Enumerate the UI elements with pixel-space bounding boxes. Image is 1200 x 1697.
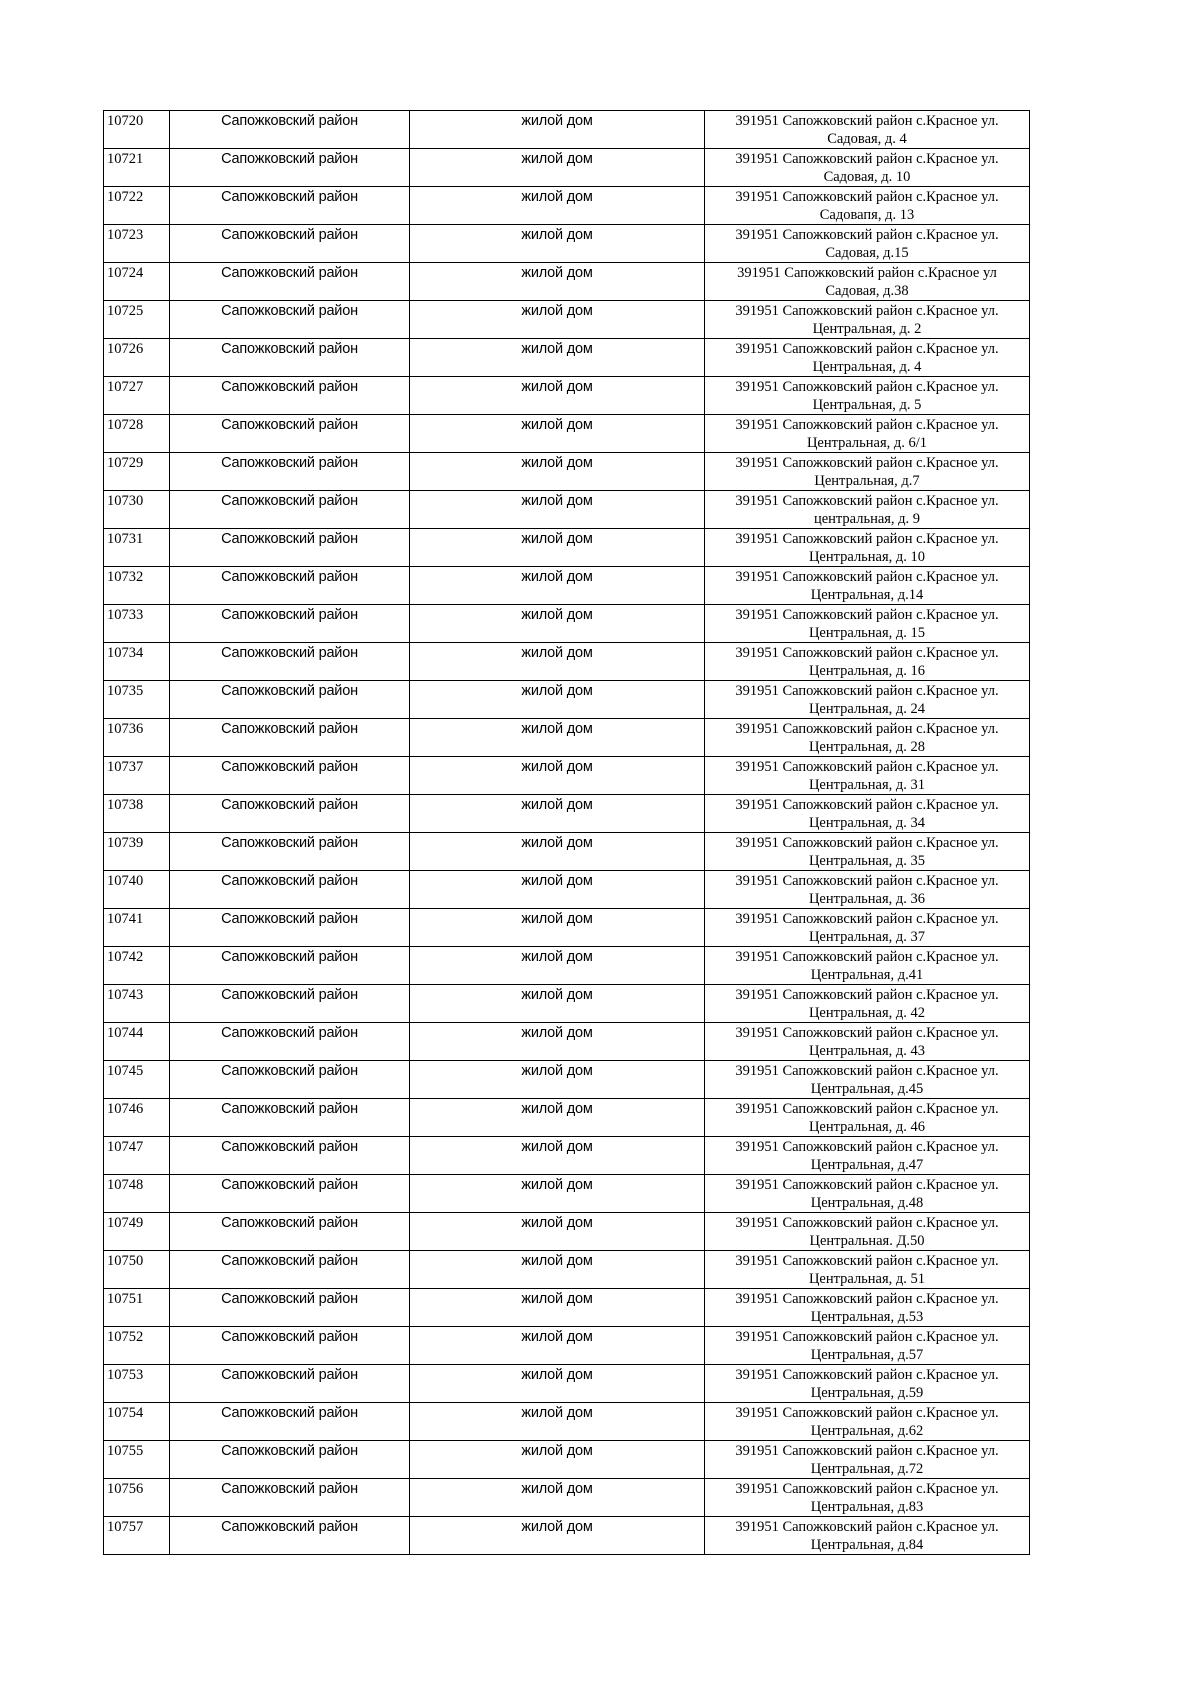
table-row: [104, 1517, 1030, 1555]
object-type-cell: жилой дом: [410, 947, 705, 985]
address-line-2: Центральная, д.62: [810, 1423, 924, 1439]
address-cell: [705, 833, 1030, 871]
address-line-1: 391951 Сапожковский район с.Красное ул.: [735, 189, 999, 205]
address-cell: [705, 1061, 1030, 1099]
address-cell: [705, 985, 1030, 1023]
address-line-1: 391951 Сапожковский район с.Красное ул.: [735, 1177, 999, 1193]
address-line-2: Центральная, д. 6/1: [806, 435, 928, 451]
table-body: [104, 111, 1030, 1555]
address-line-1: 391951 Сапожковский район с.Красное ул.: [735, 683, 999, 699]
address-line-1: 391951 Сапожковский район с.Красное ул.: [735, 1063, 999, 1079]
address-line-2: Центральная. Д.50: [809, 1233, 925, 1249]
address-cell: [705, 1137, 1030, 1175]
address-line-1: 391951 Сапожковский район с.Красное ул.: [735, 151, 999, 167]
address-line-2: Центральная, д. 4: [812, 359, 922, 375]
address-cell: [705, 681, 1030, 719]
district-cell: Сапожковский район: [170, 225, 410, 263]
object-type-cell: жилой дом: [410, 1327, 705, 1365]
address-cell: [705, 149, 1030, 187]
row-number-cell: 10727: [104, 377, 170, 415]
address-cell: [705, 1023, 1030, 1061]
table-row: [104, 1137, 1030, 1175]
table-row: [104, 339, 1030, 377]
address-line-2: Центральная, д. 15: [808, 625, 926, 641]
address-cell: [705, 1403, 1030, 1441]
address-line-2: Центральная, д.7: [814, 473, 920, 489]
object-type-cell: жилой дом: [410, 187, 705, 225]
table-row: [104, 1023, 1030, 1061]
row-number-cell: 10745: [104, 1061, 170, 1099]
address-line-1: 391951 Сапожковский район с.Красное ул.: [735, 1405, 999, 1421]
table-row: [104, 1441, 1030, 1479]
table-row: [104, 833, 1030, 871]
district-cell: Сапожковский район: [170, 567, 410, 605]
district-cell: Сапожковский район: [170, 1441, 410, 1479]
object-type-cell: жилой дом: [410, 1175, 705, 1213]
address-line-2: Центральная, д.47: [810, 1157, 924, 1173]
address-line-1: 391951 Сапожковский район с.Красное ул.: [735, 1101, 999, 1117]
row-number-cell: 10725: [104, 301, 170, 339]
district-cell: Сапожковский район: [170, 377, 410, 415]
address-cell: [705, 1251, 1030, 1289]
table-row: [104, 111, 1030, 149]
address-line-2: Садовая, д.38: [825, 283, 909, 299]
address-line-2: Садовапя, д. 13: [819, 207, 915, 223]
row-number-cell: 10722: [104, 187, 170, 225]
district-cell: Сапожковский район: [170, 149, 410, 187]
address-line-2: Центральная, д. 34: [808, 815, 926, 831]
address-line-1: 391951 Сапожковский район с.Красное ул.: [735, 493, 999, 509]
table-row: [104, 1327, 1030, 1365]
address-line-2: Центральная, д.48: [810, 1195, 924, 1211]
district-cell: Сапожковский район: [170, 111, 410, 149]
object-type-cell: жилой дом: [410, 757, 705, 795]
object-type-cell: жилой дом: [410, 681, 705, 719]
row-number-cell: 10752: [104, 1327, 170, 1365]
address-line-2: Центральная, д. 51: [808, 1271, 926, 1287]
address-line-1: 391951 Сапожковский район с.Красное ул.: [735, 1443, 999, 1459]
row-number-cell: 10755: [104, 1441, 170, 1479]
district-cell: Сапожковский район: [170, 1327, 410, 1365]
table-row: [104, 301, 1030, 339]
table-row: [104, 567, 1030, 605]
address-cell: [705, 643, 1030, 681]
district-cell: Сапожковский район: [170, 947, 410, 985]
row-number-cell: 10730: [104, 491, 170, 529]
address-line-1: 391951 Сапожковский район с.Красное ул.: [735, 949, 999, 965]
address-line-2: Центральная, д. 37: [808, 929, 926, 945]
object-type-cell: жилой дом: [410, 795, 705, 833]
address-line-2: Центральная, д. 42: [808, 1005, 926, 1021]
table-row: [104, 187, 1030, 225]
table-row: [104, 1289, 1030, 1327]
object-type-cell: жилой дом: [410, 1441, 705, 1479]
address-line-1: 391951 Сапожковский район с.Красное ул.: [735, 911, 999, 927]
district-cell: Сапожковский район: [170, 1023, 410, 1061]
district-cell: Сапожковский район: [170, 263, 410, 301]
table-row: [104, 149, 1030, 187]
object-type-cell: жилой дом: [410, 1289, 705, 1327]
address-cell: [705, 605, 1030, 643]
table-row: [104, 1403, 1030, 1441]
address-line-1: 391951 Сапожковский район с.Красное ул.: [735, 1025, 999, 1041]
row-number-cell: 10736: [104, 719, 170, 757]
row-number-cell: 10744: [104, 1023, 170, 1061]
address-cell: [705, 111, 1030, 149]
object-type-cell: жилой дом: [410, 871, 705, 909]
table-row: [104, 491, 1030, 529]
district-cell: Сапожковский район: [170, 1061, 410, 1099]
address-line-2: Центральная, д.84: [810, 1537, 924, 1553]
table-row: [104, 795, 1030, 833]
table-row: [104, 1365, 1030, 1403]
object-type-cell: жилой дом: [410, 909, 705, 947]
object-type-cell: жилой дом: [410, 567, 705, 605]
row-number-cell: 10749: [104, 1213, 170, 1251]
row-number-cell: 10723: [104, 225, 170, 263]
document-page: [103, 110, 1029, 1555]
address-cell: [705, 225, 1030, 263]
table-row: [104, 947, 1030, 985]
row-number-cell: 10743: [104, 985, 170, 1023]
address-line-1: 391951 Сапожковский район с.Красное ул.: [735, 873, 999, 889]
table-row: [104, 1061, 1030, 1099]
table-row: [104, 415, 1030, 453]
object-type-cell: жилой дом: [410, 415, 705, 453]
object-type-cell: жилой дом: [410, 719, 705, 757]
address-line-2: Центральная, д. 10: [808, 549, 926, 565]
address-line-1: 391951 Сапожковский район с.Красное ул: [737, 265, 997, 281]
table-row: [104, 643, 1030, 681]
table-row: [104, 1099, 1030, 1137]
row-number-cell: 10729: [104, 453, 170, 491]
object-type-cell: жилой дом: [410, 833, 705, 871]
address-line-1: 391951 Сапожковский район с.Красное ул.: [735, 379, 999, 395]
table-row: [104, 1479, 1030, 1517]
address-line-1: 391951 Сапожковский район с.Красное ул.: [735, 1139, 999, 1155]
address-line-1: 391951 Сапожковский район с.Красное ул.: [735, 1215, 999, 1231]
address-cell: [705, 1213, 1030, 1251]
address-cell: [705, 1099, 1030, 1137]
district-cell: Сапожковский район: [170, 339, 410, 377]
address-line-2: Центральная, д.72: [810, 1461, 924, 1477]
address-line-2: Центральная, д. 2: [812, 321, 922, 337]
object-type-cell: жилой дом: [410, 985, 705, 1023]
address-line-1: 391951 Сапожковский район с.Красное ул.: [735, 721, 999, 737]
row-number-cell: 10753: [104, 1365, 170, 1403]
address-cell: [705, 1517, 1030, 1555]
row-number-cell: 10748: [104, 1175, 170, 1213]
district-cell: Сапожковский район: [170, 871, 410, 909]
address-cell: [705, 453, 1030, 491]
table-row: [104, 263, 1030, 301]
row-number-cell: 10751: [104, 1289, 170, 1327]
row-number-cell: 10741: [104, 909, 170, 947]
table-row: [104, 529, 1030, 567]
address-line-2: Центральная, д. 24: [808, 701, 926, 717]
row-number-cell: 10728: [104, 415, 170, 453]
table-row: [104, 377, 1030, 415]
address-cell: [705, 263, 1030, 301]
address-line-1: 391951 Сапожковский район с.Красное ул.: [735, 1253, 999, 1269]
table-row: [104, 225, 1030, 263]
row-number-cell: 10734: [104, 643, 170, 681]
address-line-1: 391951 Сапожковский район с.Красное ул.: [735, 531, 999, 547]
district-cell: Сапожковский район: [170, 1517, 410, 1555]
address-line-2: Садовая, д. 10: [823, 169, 911, 185]
address-line-2: Центральная, д. 43: [808, 1043, 926, 1059]
district-cell: Сапожковский район: [170, 985, 410, 1023]
object-type-cell: жилой дом: [410, 1403, 705, 1441]
address-line-1: 391951 Сапожковский район с.Красное ул.: [735, 607, 999, 623]
object-type-cell: жилой дом: [410, 1365, 705, 1403]
district-cell: Сапожковский район: [170, 643, 410, 681]
table-row: [104, 909, 1030, 947]
address-cell: [705, 757, 1030, 795]
district-cell: Сапожковский район: [170, 1289, 410, 1327]
district-cell: Сапожковский район: [170, 719, 410, 757]
address-cell: [705, 871, 1030, 909]
address-line-1: 391951 Сапожковский район с.Красное ул.: [735, 227, 999, 243]
address-cell: [705, 491, 1030, 529]
object-type-cell: жилой дом: [410, 529, 705, 567]
object-type-cell: жилой дом: [410, 1023, 705, 1061]
address-cell: [705, 1441, 1030, 1479]
object-type-cell: жилой дом: [410, 1517, 705, 1555]
object-type-cell: жилой дом: [410, 1479, 705, 1517]
address-cell: [705, 795, 1030, 833]
housing-registry-table: [103, 110, 1030, 1555]
district-cell: Сапожковский район: [170, 415, 410, 453]
address-line-1: 391951 Сапожковский район с.Красное ул.: [735, 1519, 999, 1535]
district-cell: Сапожковский район: [170, 833, 410, 871]
address-line-2: Центральная, д.57: [810, 1347, 924, 1363]
address-line-1: 391951 Сапожковский район с.Красное ул.: [735, 417, 999, 433]
address-line-2: Центральная, д.45: [810, 1081, 924, 1097]
address-line-1: 391951 Сапожковский район с.Красное ул.: [735, 341, 999, 357]
object-type-cell: жилой дом: [410, 263, 705, 301]
district-cell: Сапожковский район: [170, 681, 410, 719]
address-cell: [705, 909, 1030, 947]
address-line-2: Центральная, д. 46: [808, 1119, 926, 1135]
table-row: [104, 1251, 1030, 1289]
row-number-cell: 10757: [104, 1517, 170, 1555]
table-row: [104, 1213, 1030, 1251]
address-line-2: Центральная, д.14: [810, 587, 924, 603]
row-number-cell: 10724: [104, 263, 170, 301]
address-line-1: 391951 Сапожковский район с.Красное ул.: [735, 1481, 999, 1497]
table-row: [104, 985, 1030, 1023]
address-line-1: 391951 Сапожковский район с.Красное ул.: [735, 455, 999, 471]
object-type-cell: жилой дом: [410, 1061, 705, 1099]
row-number-cell: 10750: [104, 1251, 170, 1289]
address-line-1: 391951 Сапожковский район с.Красное ул.: [735, 1291, 999, 1307]
address-line-2: Центральная, д. 28: [808, 739, 926, 755]
table-row: [104, 453, 1030, 491]
address-line-1: 391951 Сапожковский район с.Красное ул.: [735, 113, 999, 129]
district-cell: Сапожковский район: [170, 1137, 410, 1175]
address-cell: [705, 1479, 1030, 1517]
object-type-cell: жилой дом: [410, 605, 705, 643]
district-cell: Сапожковский район: [170, 909, 410, 947]
district-cell: Сапожковский район: [170, 795, 410, 833]
address-line-2: Центральная, д.83: [810, 1499, 924, 1515]
row-number-cell: 10746: [104, 1099, 170, 1137]
district-cell: Сапожковский район: [170, 187, 410, 225]
address-cell: [705, 1327, 1030, 1365]
district-cell: Сапожковский район: [170, 757, 410, 795]
address-line-1: 391951 Сапожковский район с.Красное ул.: [735, 835, 999, 851]
district-cell: Сапожковский район: [170, 1365, 410, 1403]
address-line-2: Центральная, д.59: [810, 1385, 924, 1401]
district-cell: Сапожковский район: [170, 491, 410, 529]
district-cell: Сапожковский район: [170, 1251, 410, 1289]
address-line-1: 391951 Сапожковский район с.Красное ул.: [735, 1367, 999, 1383]
district-cell: Сапожковский район: [170, 529, 410, 567]
address-line-1: 391951 Сапожковский район с.Красное ул.: [735, 1329, 999, 1345]
address-cell: [705, 567, 1030, 605]
address-line-2: Садовая, д. 4: [827, 131, 907, 147]
address-line-1: 391951 Сапожковский район с.Красное ул.: [735, 759, 999, 775]
row-number-cell: 10739: [104, 833, 170, 871]
address-line-2: Центральная, д. 35: [808, 853, 926, 869]
address-line-1: 391951 Сапожковский район с.Красное ул.: [735, 569, 999, 585]
address-cell: [705, 377, 1030, 415]
address-cell: [705, 1365, 1030, 1403]
row-number-cell: 10756: [104, 1479, 170, 1517]
object-type-cell: жилой дом: [410, 301, 705, 339]
address-cell: [705, 529, 1030, 567]
address-line-2: Садовая, д.15: [825, 245, 909, 261]
object-type-cell: жилой дом: [410, 643, 705, 681]
object-type-cell: жилой дом: [410, 1099, 705, 1137]
address-line-1: 391951 Сапожковский район с.Красное ул.: [735, 797, 999, 813]
address-line-2: Центральная, д.41: [810, 967, 924, 983]
address-line-2: Центральная, д. 5: [812, 397, 922, 413]
object-type-cell: жилой дом: [410, 111, 705, 149]
row-number-cell: 10732: [104, 567, 170, 605]
district-cell: Сапожковский район: [170, 1479, 410, 1517]
object-type-cell: жилой дом: [410, 149, 705, 187]
address-line-1: 391951 Сапожковский район с.Красное ул.: [735, 645, 999, 661]
district-cell: Сапожковский район: [170, 1213, 410, 1251]
district-cell: Сапожковский район: [170, 453, 410, 491]
row-number-cell: 10738: [104, 795, 170, 833]
row-number-cell: 10747: [104, 1137, 170, 1175]
address-cell: [705, 415, 1030, 453]
object-type-cell: жилой дом: [410, 453, 705, 491]
table-row: [104, 719, 1030, 757]
row-number-cell: 10735: [104, 681, 170, 719]
row-number-cell: 10726: [104, 339, 170, 377]
object-type-cell: жилой дом: [410, 377, 705, 415]
object-type-cell: жилой дом: [410, 1137, 705, 1175]
address-cell: [705, 719, 1030, 757]
row-number-cell: 10740: [104, 871, 170, 909]
address-line-2: Центральная, д.53: [810, 1309, 924, 1325]
address-line-2: Центральная, д. 31: [808, 777, 926, 793]
district-cell: Сапожковский район: [170, 1403, 410, 1441]
table-row: [104, 681, 1030, 719]
address-cell: [705, 1175, 1030, 1213]
table-row: [104, 757, 1030, 795]
address-cell: [705, 947, 1030, 985]
address-line-2: центральная, д. 9: [813, 511, 921, 527]
address-line-1: 391951 Сапожковский район с.Красное ул.: [735, 987, 999, 1003]
object-type-cell: жилой дом: [410, 225, 705, 263]
row-number-cell: 10737: [104, 757, 170, 795]
row-number-cell: 10721: [104, 149, 170, 187]
address-cell: [705, 1289, 1030, 1327]
address-line-2: Центральная, д. 16: [808, 663, 926, 679]
address-cell: [705, 339, 1030, 377]
district-cell: Сапожковский район: [170, 1099, 410, 1137]
district-cell: Сапожковский район: [170, 605, 410, 643]
table-row: [104, 871, 1030, 909]
table-row: [104, 605, 1030, 643]
row-number-cell: 10742: [104, 947, 170, 985]
district-cell: Сапожковский район: [170, 1175, 410, 1213]
row-number-cell: 10733: [104, 605, 170, 643]
address-cell: [705, 301, 1030, 339]
table-row: [104, 1175, 1030, 1213]
address-line-1: 391951 Сапожковский район с.Красное ул.: [735, 303, 999, 319]
object-type-cell: жилой дом: [410, 339, 705, 377]
object-type-cell: жилой дом: [410, 491, 705, 529]
row-number-cell: 10720: [104, 111, 170, 149]
address-cell: [705, 187, 1030, 225]
address-line-2: Центральная, д. 36: [808, 891, 926, 907]
row-number-cell: 10754: [104, 1403, 170, 1441]
row-number-cell: 10731: [104, 529, 170, 567]
object-type-cell: жилой дом: [410, 1251, 705, 1289]
object-type-cell: жилой дом: [410, 1213, 705, 1251]
district-cell: Сапожковский район: [170, 301, 410, 339]
